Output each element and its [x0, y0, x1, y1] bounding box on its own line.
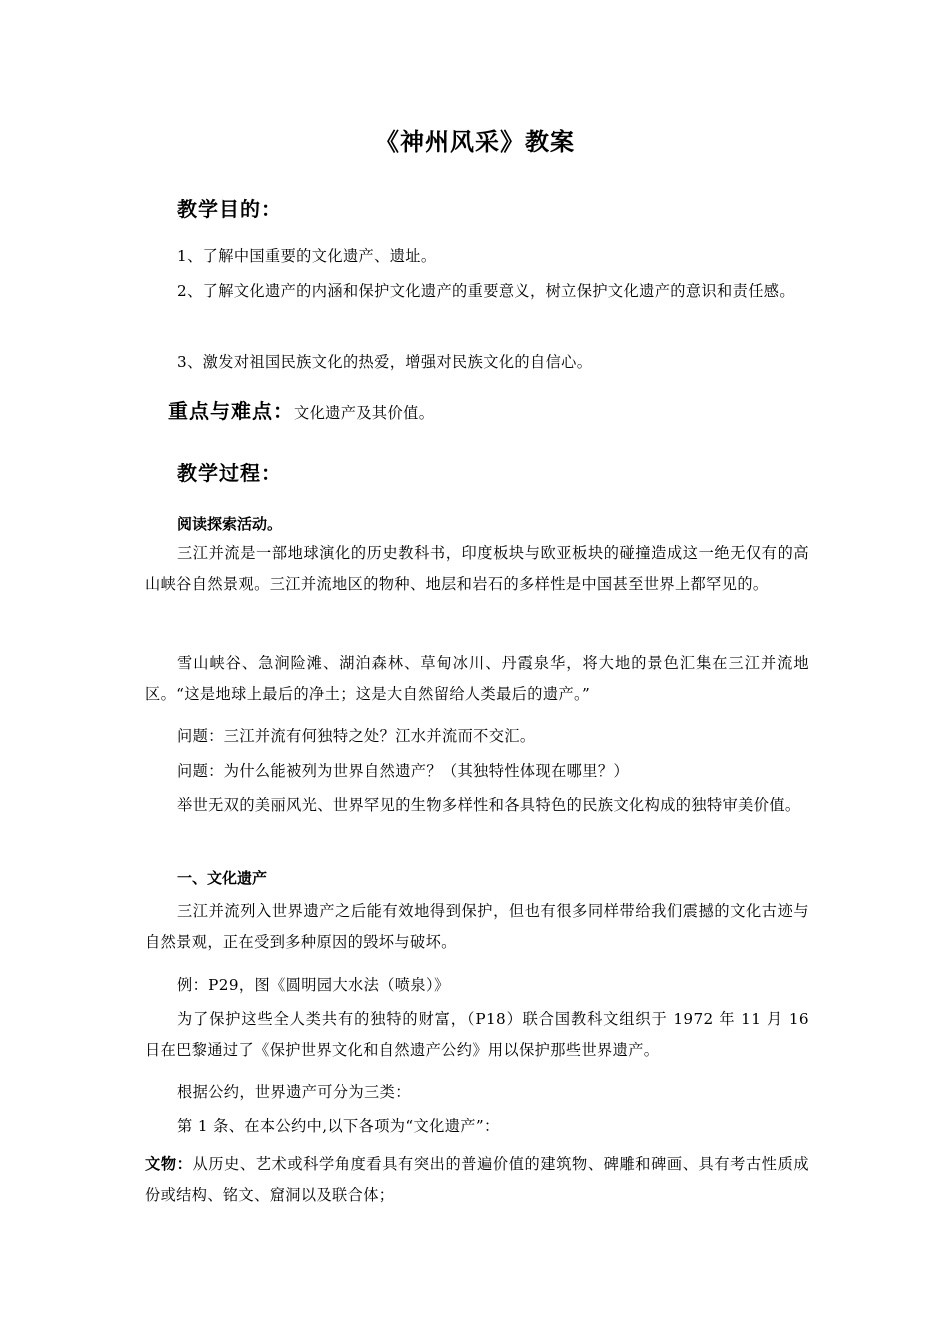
process-paragraph-2: 雪山峡谷、急涧险滩、湖泊森林、草甸冰川、丹霞泉华，将大地的景色汇集在三江并流地区。“这是地球上最后的净土；这是大自然留给人类最后的遗产。”: [145, 654, 809, 703]
objectives-heading: 教学目的：: [177, 197, 282, 221]
relic-label: 文物：: [145, 1155, 193, 1173]
keypoints-text: 文化遗产及其价值。: [294, 404, 435, 422]
objective-item-2: 2、了解文化遗产的内涵和保护文化遗产的重要意义，树立保护文化遗产的意识和责任感。: [177, 282, 795, 300]
process-paragraph-3: 举世无双的美丽风光、世界罕见的生物多样性和各具特色的民族文化构成的独特审美价值。: [177, 796, 801, 814]
objective-item-1: 1、了解中国重要的文化遗产、遗址。: [177, 247, 437, 265]
question-1: 问题：三江并流有何独特之处？江水并流而不交汇。: [177, 727, 536, 745]
relic-definition: [145, 1149, 809, 1211]
relic-text: 从历史、艺术或科学角度看具有突出的普遍价值的建筑物、碑雕和碑画、具有考古性质成份或结构、铭文、窟洞以及联合体；: [145, 1155, 809, 1204]
section1-paragraph-1: 三江并流列入世界遗产之后能有效地得到保护，但也有很多同样带给我们震撼的文化古迹与自然景观，正在受到多种原因的毁坏与破坏。: [145, 902, 809, 951]
keypoints-heading: 重点与难点：: [168, 399, 294, 423]
section1-paragraph-2: 为了保护这些全人类共有的独特的财富，（P18）联合国教科文组织于 1972 年 11 月 16 日在巴黎通过了《保护世界文化和自然遗产公约》用以保护那些世界遗产。: [145, 1010, 809, 1059]
example-line: 例：P29，图《圆明园大水法（喷泉）》: [177, 976, 450, 994]
page-title: 《神州风采》教案: [375, 128, 575, 156]
process-heading: 教学过程：: [177, 461, 282, 485]
objective-item-3: 3、激发对祖国民族文化的热爱，增强对民族文化的自信心。: [177, 353, 593, 371]
keypoints-heading-row: [168, 396, 434, 428]
article-line: 第 1 条、在本公约中,以下各项为“文化遗产”：: [177, 1117, 500, 1135]
section1-heading: 一、文化遗产: [177, 869, 268, 887]
section1-paragraph-3: 根据公约，世界遗产可分为三类：: [177, 1083, 411, 1101]
process-paragraph-1: 三江并流是一部地球演化的历史教科书，印度板块与欧亚板块的碰撞造成这一绝无仅有的高山峡谷自然景观。三江并流地区的物种、地层和岩石的多样性是中国甚至世界上都罕见的。: [145, 544, 809, 593]
question-2: 问题：为什么能被列为世界自然遗产？（其独特性体现在哪里？）: [177, 762, 630, 780]
activity-title: 阅读探索活动。: [177, 515, 283, 533]
